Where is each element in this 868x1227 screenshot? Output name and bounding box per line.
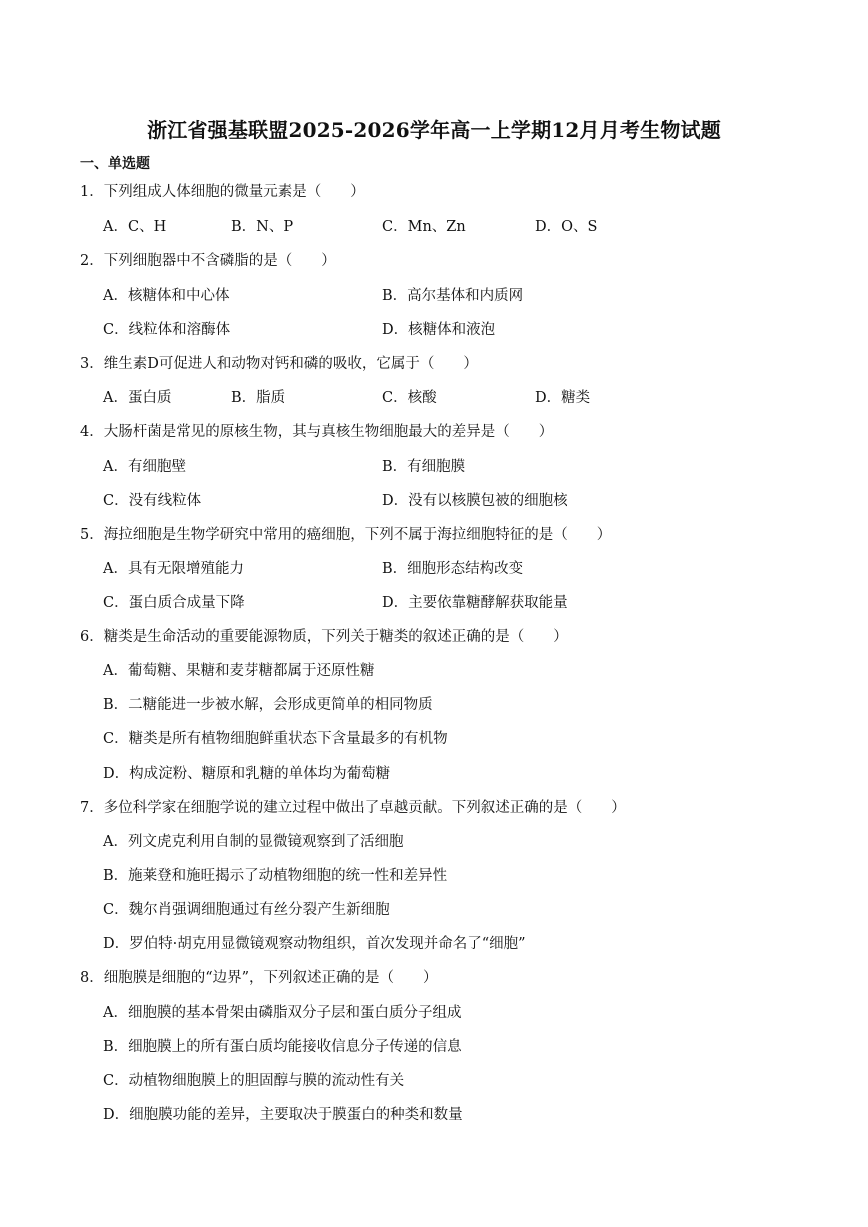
question-8-option-c: C．动植物细胞膜上的胆固醇与膜的流动性有关 xyxy=(103,1073,405,1089)
question-6-option-c: C．糖类是所有植物细胞鲜重状态下含量最多的有机物 xyxy=(103,731,448,747)
question-4-option-d: D．没有以核膜包被的细胞核 xyxy=(382,493,568,509)
question-4-option-c: C．没有线粒体 xyxy=(103,493,202,509)
question-2-option-a: A．核糖体和中心体 xyxy=(103,288,230,304)
question-2-option-b: B．高尔基体和内质网 xyxy=(382,288,524,304)
question-7-option-d: D．罗伯特·胡克用显微镜观察动物组织，首次发现并命名了“细胞” xyxy=(103,936,526,952)
question-5-option-c: C．蛋白质合成量下降 xyxy=(103,595,245,611)
question-6-option-a: A．葡萄糖、果糖和麦芽糖都属于还原性糖 xyxy=(103,663,375,679)
question-8-option-d: D．细胞膜功能的差异，主要取决于膜蛋白的种类和数量 xyxy=(103,1107,463,1123)
question-2-option-c: C．线粒体和溶酶体 xyxy=(103,322,231,338)
question-1-option-d: D．O、S xyxy=(535,219,598,235)
question-8-option-a: A．细胞膜的基本骨架由磷脂双分子层和蛋白质分子组成 xyxy=(103,1005,462,1021)
question-5-option-b: B．细胞形态结构改变 xyxy=(382,561,524,577)
question-3-option-b: B．脂质 xyxy=(231,390,286,406)
question-1-option-b: B．N、P xyxy=(231,219,294,235)
question-1-option-a: A．C、H xyxy=(103,219,167,235)
question-3-option-a: A．蛋白质 xyxy=(103,390,172,406)
question-8-stem: 8．细胞膜是细胞的“边界”，下列叙述正确的是（ ） xyxy=(80,970,438,986)
question-1-option-c: C．Mn、Zn xyxy=(382,219,466,235)
question-2-stem: 2．下列细胞器中不含磷脂的是（ ） xyxy=(80,253,336,269)
question-5-option-a: A．具有无限增殖能力 xyxy=(103,561,244,577)
question-4-stem: 4．大肠杆菌是常见的原核生物，其与真核生物细胞最大的差异是（ ） xyxy=(80,424,554,440)
question-8-option-b: B．细胞膜上的所有蛋白质均能接收信息分子传递的信息 xyxy=(103,1039,462,1055)
question-6-option-d: D．构成淀粉、糖原和乳糖的单体均为葡萄糖 xyxy=(103,766,391,782)
question-6-option-b: B．二糖能进一步被水解，会形成更简单的相同物质 xyxy=(103,697,433,713)
question-7-stem: 7．多位科学家在细胞学说的建立过程中做出了卓越贡献。下列叙述正确的是（ ） xyxy=(80,800,626,816)
question-3-option-c: C．核酸 xyxy=(382,390,437,406)
question-3-stem: 3．维生素D可促进人和动物对钙和磷的吸收，它属于（ ） xyxy=(80,356,478,372)
question-7-option-b: B．施莱登和施旺揭示了动植物细胞的统一性和差异性 xyxy=(103,868,448,884)
question-1-stem: 1．下列组成人体细胞的微量元素是（ ） xyxy=(80,184,365,200)
question-5-option-d: D．主要依靠糖酵解获取能量 xyxy=(382,595,568,611)
question-6-stem: 6．糖类是生命活动的重要能源物质，下列关于糖类的叙述正确的是（ ） xyxy=(80,629,568,645)
question-3-option-d: D．糖类 xyxy=(535,390,591,406)
question-7-option-c: C．魏尔肖强调细胞通过有丝分裂产生新细胞 xyxy=(103,902,390,918)
question-5-stem: 5．海拉细胞是生物学研究中常用的癌细胞，下列不属于海拉细胞特征的是（ ） xyxy=(80,527,612,543)
question-7-option-a: A．列文虎克利用自制的显微镜观察到了活细胞 xyxy=(103,834,404,850)
question-2-option-d: D．核糖体和液泡 xyxy=(382,322,496,338)
question-4-option-a: A．有细胞壁 xyxy=(103,459,186,475)
section-heading: 一、单选题 xyxy=(80,156,150,172)
question-4-option-b: B．有细胞膜 xyxy=(382,459,466,475)
page-title: 浙江省强基联盟2025-2026学年高一上学期12月月考生物试题 xyxy=(147,118,721,142)
